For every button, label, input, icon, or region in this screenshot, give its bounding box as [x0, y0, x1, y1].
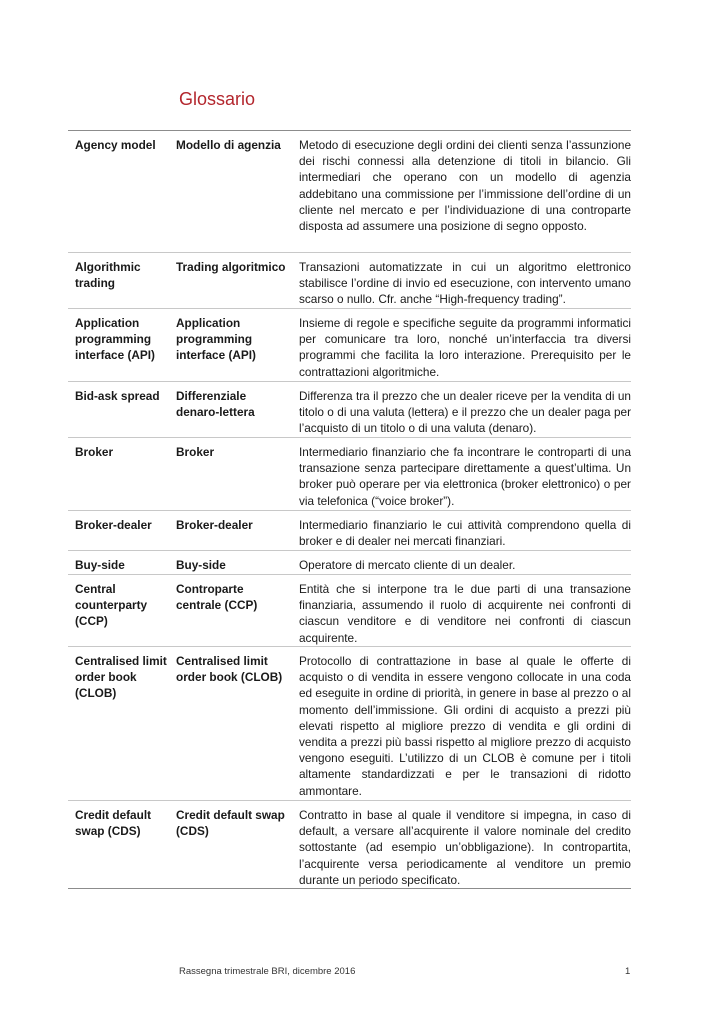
- term-english: Credit default swap (CDS): [75, 808, 152, 838]
- term-italian: Credit default swap (CDS): [176, 808, 285, 838]
- term-italian: Buy-side: [176, 558, 226, 572]
- glossary-row: [68, 511, 631, 551]
- term-italian: Application programming interface (API): [176, 316, 256, 362]
- glossary-row: [68, 647, 631, 801]
- term-definition: Intermediario finanziario le cui attività comprendono quella di broker e di dealer nei mercati finanziari.: [299, 518, 631, 549]
- glossary-row: [68, 801, 631, 889]
- glossary-table: [68, 130, 631, 889]
- term-italian: Broker: [176, 445, 215, 459]
- term-italian: Modello di agenzia: [176, 138, 281, 152]
- term-english: Centralised limit order book (CLOB): [75, 654, 167, 700]
- term-definition: Transazioni automatizzate in cui un algoritmo elettronico stabilisce l’ordine di invio ed esecuzione, con intervento umano scarso o nullo. Cfr. anche “High-frequency trading”.: [299, 260, 631, 307]
- page-number: 1: [625, 966, 631, 977]
- glossary-row: [68, 575, 631, 647]
- term-definition: Insieme di regole e specifiche seguite da programmi informatici per comunicare tra loro, nonché un’interfaccia tra diversi programmi che facilita la loro interazione. Prerequisito per le contrattazioni algoritmiche.: [299, 316, 631, 379]
- page-title: Glossario: [179, 89, 256, 109]
- glossary-row: [68, 438, 631, 511]
- term-english: Broker-dealer: [75, 518, 152, 532]
- term-definition: Entità che si interpone tra le due parti di una transazione finanziaria, assumendo il ruolo di acquirente nei confronti di ciascun venditore e di venditore nei confronti di ciascun acquirente.: [299, 582, 631, 645]
- term-italian: Centralised limit order book (CLOB): [176, 654, 283, 684]
- term-english: Algorithmic trading: [75, 260, 141, 290]
- footer-text: Rassegna trimestrale BRI, dicembre 2016: [179, 966, 356, 977]
- term-definition: Differenza tra il prezzo che un dealer riceve per la vendita di un titolo o di una valuta (lettera) e il prezzo che un dealer paga per l’acquisto di un titolo o di una valuta (denaro).: [299, 389, 631, 436]
- glossary-row: [68, 309, 631, 382]
- term-english: Bid-ask spread: [75, 389, 160, 403]
- glossary-row: [68, 382, 631, 438]
- term-definition: Contratto in base al quale il venditore si impegna, in caso di default, a versare all’acquirente il valore nominale del credito sottostante (ad esempio un’obbligazione). In contropartita, l’acquirente versa periodicamente al venditore un premio durante un periodo specificato.: [299, 808, 631, 887]
- glossary-row: [68, 551, 631, 575]
- term-italian: Broker-dealer: [176, 518, 253, 532]
- term-italian: Controparte centrale (CCP): [176, 582, 258, 612]
- term-english: Central counterparty (CCP): [75, 582, 148, 628]
- term-definition: Operatore di mercato cliente di un dealer.: [299, 558, 516, 572]
- term-definition: Metodo di esecuzione degli ordini dei clienti senza l’assunzione dei rischi connessi alla detenzione di titoli in bilancio. Gli intermediari che operano con un modello di agenzia addebitano una commissione per l’immissione dell’ordine di un cliente nel mercato e per l’individuazione di una controparte disposta ad assumere una posizione di segno opposto.: [299, 138, 631, 234]
- term-english: Broker: [75, 445, 114, 459]
- glossary-row: [68, 131, 631, 253]
- term-italian: Differenziale denaro-lettera: [176, 389, 255, 419]
- glossary-row: [68, 253, 631, 309]
- term-definition: Intermediario finanziario che fa incontrare le controparti di una transazione senza partecipare direttamente a quest’ultima. Un broker può operare per via elettronica (broker elettronico) o per via telefonica (“voice broker”).: [299, 445, 631, 508]
- term-english: Buy-side: [75, 558, 125, 572]
- term-english: Application programming interface (API): [75, 316, 155, 362]
- term-definition: Protocollo di contrattazione in base al quale le offerte di acquisto o di vendita in essere vengono collocate in una coda ed eseguite in ordine di priorità, in genere in base al prezzo o al momento dell’immissione. Gli ordini di acquisto a prezzi più elevati rispetto al migliore prezzo di vendita e gli ordini di vendita a prezzi più bassi rispetto al migliore prezzo di acquisto vengono eseguiti. L’utilizzo di un CLOB è comune per i titoli altamente standardizzati e per le transazioni di ridotto ammontare.: [299, 654, 631, 798]
- term-italian: Trading algoritmico: [176, 260, 286, 274]
- term-english: Agency model: [75, 138, 156, 152]
